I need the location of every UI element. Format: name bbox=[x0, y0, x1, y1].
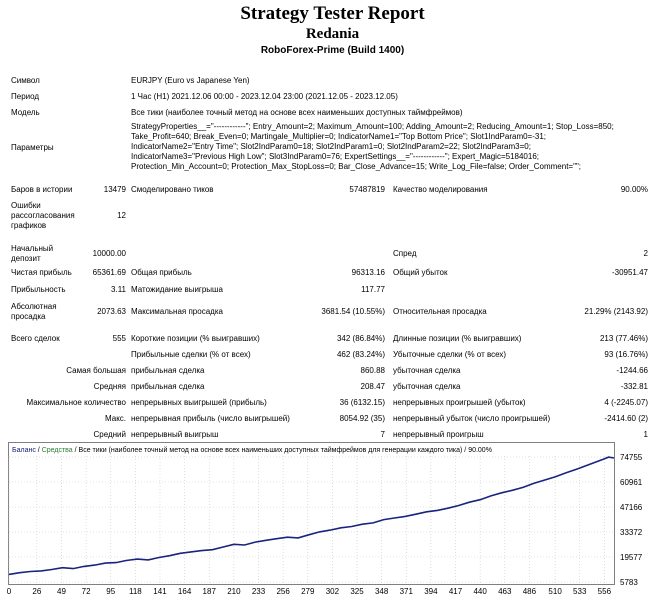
net-profit-value: 65361.69 bbox=[92, 268, 126, 277]
x-tick-label: 72 bbox=[81, 587, 91, 596]
legend-equity: Средства bbox=[41, 447, 73, 454]
model-label: Модель bbox=[11, 108, 40, 117]
long-positions-value: 213 (77.46%) bbox=[599, 334, 648, 343]
x-tick-label: 141 bbox=[153, 587, 167, 596]
max-wins-label: непрерывных выигрышей (прибыль) bbox=[131, 398, 267, 407]
avgc-win-label: непрерывный выигрыш bbox=[131, 430, 219, 439]
params-line: Take_Profit=640; Break_Even=0; Martingale_Multiplier=0; IndicatorName1="Top Bottom Price"; Slot1IndParam0=-31; bbox=[131, 132, 547, 141]
largest-loss-value: -1244.66 bbox=[616, 366, 648, 375]
x-tick-label: 440 bbox=[473, 587, 487, 596]
gross-profit-value: 96313.16 bbox=[351, 268, 385, 277]
max-losses-value: 4 (-2245.07) bbox=[604, 398, 648, 407]
profit-factor-label: Прибыльность bbox=[11, 285, 66, 294]
legend-separator: / bbox=[35, 447, 42, 454]
x-tick-label: 210 bbox=[227, 587, 241, 596]
legend-quality: 90.00% bbox=[468, 447, 492, 454]
avgc-loss-value: 1 bbox=[643, 430, 648, 439]
x-tick-label: 26 bbox=[32, 587, 42, 596]
spread-label: Спред bbox=[393, 249, 417, 258]
balance-chart bbox=[8, 442, 658, 597]
expected-payoff-value: 117.77 bbox=[361, 285, 385, 294]
x-tick-label: 302 bbox=[325, 587, 340, 596]
x-tick-label: 533 bbox=[573, 587, 587, 596]
y-axis-labels bbox=[620, 453, 643, 587]
average-label: Средняя bbox=[93, 382, 126, 391]
profit-trades-value: 462 (83.24%) bbox=[336, 350, 385, 359]
gross-loss-value: -30951.47 bbox=[611, 268, 648, 277]
profit-trades-label: Прибыльные сделки (% от всех) bbox=[131, 350, 251, 359]
x-tick-label: 95 bbox=[106, 587, 116, 596]
avgc-win-value: 7 bbox=[380, 430, 385, 439]
short-positions-value: 342 (86.84%) bbox=[336, 334, 385, 343]
x-tick-label: 233 bbox=[251, 587, 266, 596]
max-count-label: Максимальное количество bbox=[26, 398, 126, 407]
spread-value: 2 bbox=[643, 249, 648, 258]
max-drawdown-value: 3681.54 (10.55%) bbox=[321, 307, 385, 316]
symbol-value: EURJPY (Euro vs Japanese Yen) bbox=[131, 76, 250, 85]
period-value: 1 Час (H1) 2021.12.06 00:00 - 2023.12.04 23:00 (2021.12.05 - 2023.12.05) bbox=[131, 92, 398, 101]
total-trades-label: Всего сделок bbox=[11, 334, 60, 343]
params-line: Protection_Min_Account=0; Protection_Max_StopLoss=0; Bar_Close_Advance=15; Write_Log_File=false; Order_Comment=""; bbox=[131, 162, 582, 171]
period-label: Период bbox=[11, 92, 40, 101]
params-label: Параметры bbox=[11, 143, 54, 152]
quality-label: Качество моделирования bbox=[393, 185, 488, 194]
x-tick-label: 325 bbox=[350, 587, 364, 596]
x-tick-label: 463 bbox=[498, 587, 512, 596]
max-losses-label: непрерывных проигрышей (убыток) bbox=[393, 398, 526, 407]
y-tick-label: 19577 bbox=[620, 553, 643, 563]
maxc-loss-value: -2414.60 (2) bbox=[604, 414, 648, 423]
gross-loss-label: Общий убыток bbox=[393, 268, 448, 277]
loss-trades-label: Убыточные сделки (% от всех) bbox=[393, 350, 507, 359]
net-profit-label: Чистая прибыль bbox=[11, 268, 72, 277]
long-positions-label: Длинные позиции (% выигравших) bbox=[393, 334, 522, 343]
avg-consecutive-label: Средний bbox=[93, 430, 126, 439]
x-tick-label: 279 bbox=[301, 587, 315, 596]
y-tick-label: 47166 bbox=[620, 503, 643, 513]
expert-name: Redania bbox=[305, 26, 360, 42]
rel-drawdown-label: Относительная просадка bbox=[393, 307, 487, 316]
x-tick-label: 0 bbox=[6, 587, 12, 596]
total-trades-value: 555 bbox=[112, 334, 126, 343]
max-consecutive-label: Макс. bbox=[104, 414, 126, 423]
largest-profit-label: прибыльная сделка bbox=[131, 366, 205, 375]
profit-factor-value: 3.11 bbox=[111, 285, 126, 294]
chart-frame bbox=[9, 443, 615, 585]
maxc-loss-label: непрерывный убыток (число проигрышей) bbox=[393, 414, 551, 423]
max-wins-value: 36 (6132.15) bbox=[339, 398, 385, 407]
x-tick-label: 164 bbox=[177, 587, 192, 596]
gross-profit-label: Общая прибыль bbox=[131, 268, 192, 277]
params-line: IndicatorName2="Entry Time"; Slot2IndParam0=18; Slot2IndParam1=0; Slot2IndParam2=22; Slot2IndParam3=0; bbox=[131, 142, 531, 151]
largest-label: Самая большая bbox=[66, 366, 126, 375]
legend-balance: Баланс bbox=[12, 447, 36, 454]
loss-trades-value: 93 (16.76%) bbox=[604, 350, 648, 359]
bars-label: Баров в истории bbox=[11, 185, 73, 194]
x-tick-label: 49 bbox=[57, 587, 66, 596]
x-tick-label: 256 bbox=[276, 587, 290, 596]
x-tick-label: 417 bbox=[448, 587, 463, 596]
max-drawdown-label: Максимальная просадка bbox=[131, 307, 223, 316]
model-value: Все тики (наиболее точный метод на основе всех наименьших доступных таймфреймов) bbox=[131, 108, 463, 117]
abs-drawdown-label: просадка bbox=[11, 312, 46, 321]
deposit-label: депозит bbox=[11, 254, 41, 263]
x-tick-label: 556 bbox=[597, 587, 612, 596]
ticks-label: Смоделировано тиков bbox=[131, 185, 214, 194]
legend-separator: / bbox=[462, 447, 469, 454]
x-tick-label: 187 bbox=[202, 587, 216, 596]
errors-label: графиков bbox=[11, 221, 47, 230]
errors-value: 12 bbox=[117, 211, 126, 220]
x-tick-label: 371 bbox=[399, 587, 413, 596]
avg-profit-label: прибыльная сделка bbox=[131, 382, 205, 391]
x-axis-labels bbox=[7, 587, 612, 596]
deposit-value: 10000.00 bbox=[92, 249, 126, 258]
expected-payoff-label: Матожидание выигрыша bbox=[131, 285, 223, 294]
server-build: RoboForex-Prime (Build 1400) bbox=[260, 45, 405, 56]
maxc-profit-value: 8054.92 (35) bbox=[339, 414, 385, 423]
avg-profit-value: 208.47 bbox=[360, 382, 385, 391]
avg-loss-value: -332.81 bbox=[620, 382, 648, 391]
deposit-label: Начальный bbox=[11, 244, 54, 253]
x-tick-label: 486 bbox=[522, 587, 537, 596]
maxc-profit-label: непрерывная прибыль (число выигрышей) bbox=[131, 414, 290, 423]
short-positions-label: Короткие позиции (% выигравших) bbox=[131, 334, 260, 343]
params-line: StrategyProperties__="------------"; Entry_Amount=2; Maximum_Amount=100; Adding_Amount=2; Reducing_Amount=1; Stop_Loss=850; bbox=[131, 122, 614, 131]
y-tick-label: 33372 bbox=[620, 527, 643, 537]
abs-drawdown-label: Абсолютная bbox=[11, 302, 57, 311]
y-tick-label: 5783 bbox=[620, 578, 638, 587]
x-tick-label: 348 bbox=[374, 587, 389, 596]
params-block bbox=[131, 122, 661, 172]
legend-model: Все тики (наиболее точный метод на основе всех наименьших доступных таймфреймов для генерации каждого тика) bbox=[78, 447, 463, 454]
avg-loss-label: убыточная сделка bbox=[393, 382, 461, 391]
largest-loss-label: убыточная сделка bbox=[393, 366, 461, 375]
report-title: Strategy Tester Report bbox=[240, 3, 425, 24]
rel-drawdown-value: 21.29% (2143.92) bbox=[584, 307, 648, 316]
abs-drawdown-value: 2073.63 bbox=[97, 307, 126, 316]
y-tick-label: 60961 bbox=[620, 477, 643, 487]
ticks-value: 57487819 bbox=[349, 185, 385, 194]
x-tick-label: 510 bbox=[548, 587, 562, 596]
errors-label: Ошибки bbox=[11, 201, 41, 210]
x-tick-label: 394 bbox=[424, 587, 438, 596]
largest-profit-value: 860.88 bbox=[360, 366, 385, 375]
legend-separator: / bbox=[72, 447, 79, 454]
params-line: IndicatorName3="Previous High Low"; Slot3IndParam0=76; ExpertSettings__="------------"; Expert_Magic=5184016; bbox=[131, 152, 539, 161]
y-tick-label: 74755 bbox=[620, 453, 643, 462]
chart-legend bbox=[12, 446, 492, 454]
avgc-loss-label: непрерывный проигрыш bbox=[393, 430, 484, 439]
symbol-label: Символ bbox=[11, 76, 40, 85]
errors-label: рассогласования bbox=[11, 211, 75, 220]
quality-value: 90.00% bbox=[620, 185, 648, 194]
x-tick-label: 118 bbox=[128, 587, 142, 596]
bars-value: 13479 bbox=[103, 185, 126, 194]
